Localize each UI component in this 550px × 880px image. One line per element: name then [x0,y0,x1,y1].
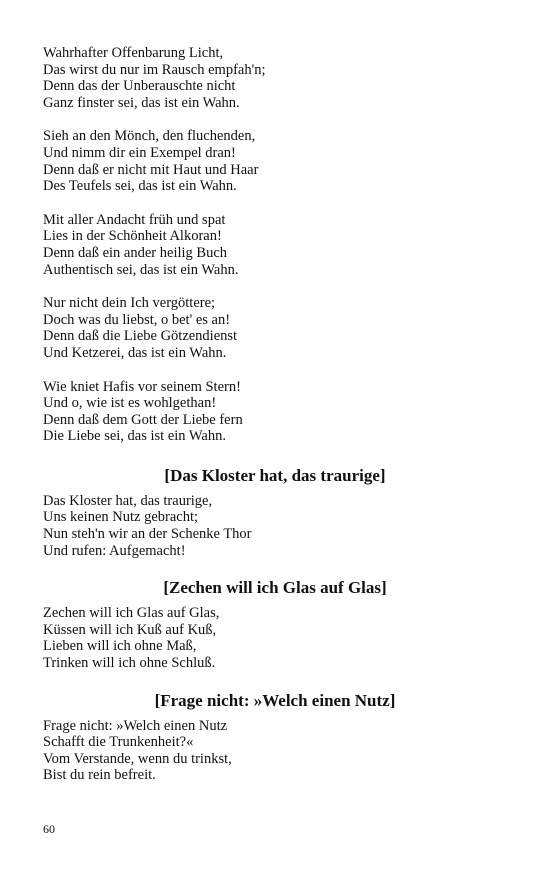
stanza [43,295,507,361]
poem-title: [Das Kloster hat, das traurige] [164,465,386,485]
verse-line: Und o, wie ist es wohlgethan! [43,395,217,412]
stanza [43,212,507,278]
verse-line: Die Liebe sei, das ist ein Wahn. [43,428,226,445]
stanza [43,128,507,194]
verse-line: Nun steh'n wir an der Schenke Thor [43,526,252,543]
verse-line: Denn daß er nicht mit Haut und Haar [43,161,259,178]
verse-line: Vom Verstande, wenn du trinkst, [43,750,232,767]
verse-line: Und rufen: Aufgemacht! [43,542,186,559]
page-body [43,45,507,801]
verse-line: Denn das der Unberauschte nicht [43,78,236,95]
verse-line: Schafft die Trunkenheit?« [43,734,194,751]
verse-line: Uns keinen Nutz gebracht; [43,509,199,526]
stanza [43,45,507,111]
stanza [43,493,507,559]
verse-line: Sieh an den Mönch, den fluchenden, [43,128,256,145]
stanza [43,379,507,445]
verse-line: Mit aller Andacht früh und spat [43,211,226,228]
verse-line: Authentisch sei, das ist ein Wahn. [43,261,239,278]
verse-line: Frage nicht: »Welch einen Nutz [43,717,228,734]
verse-line: Wie kniet Hafis vor seinem Stern! [43,378,241,395]
verse-line: Ganz finster sei, das ist ein Wahn. [43,94,240,111]
verse-line: Zechen will ich Glas auf Glas, [43,605,220,622]
verse-line: Des Teufels sei, das ist ein Wahn. [43,178,237,195]
verse-line: Denn daß dem Gott der Liebe fern [43,411,243,428]
verse-line: Küssen will ich Kuß auf Kuß, [43,621,217,638]
verse-line: Wahrhafter Offenbarung Licht, [43,45,224,61]
verse-line: Denn daß ein ander heilig Buch [43,244,228,261]
page-number: 60 [43,822,55,836]
poem-wahn [43,45,507,445]
verse-line: Lieben will ich ohne Maß, [43,638,197,655]
stanza [43,605,507,671]
verse-line: Nur nicht dein Ich vergöttere; [43,295,216,312]
verse-line: Doch was du liebst, o bet' es an! [43,311,231,328]
poem-kloster [43,466,507,559]
stanza [43,718,507,784]
poem-frage [43,691,507,784]
verse-line: Das wirst du nur im Rausch empfah'n; [43,61,266,78]
verse-line: Und Ketzerei, das ist ein Wahn. [43,344,227,361]
verse-line: Trinken will ich ohne Schluß. [43,655,216,672]
verse-line: Lies in der Schönheit Alkoran! [43,228,222,245]
verse-line: Und nimm dir ein Exempel dran! [43,144,236,161]
verse-line: Denn daß die Liebe Götzendienst [43,328,238,345]
poem-title: [Zechen will ich Glas auf Glas] [163,578,387,598]
verse-line: Bist du rein befreit. [43,767,156,784]
poem-zechen [43,578,507,671]
poem-title: [Frage nicht: »Welch einen Nutz] [154,690,396,710]
verse-line: Das Kloster hat, das traurige, [43,492,213,509]
